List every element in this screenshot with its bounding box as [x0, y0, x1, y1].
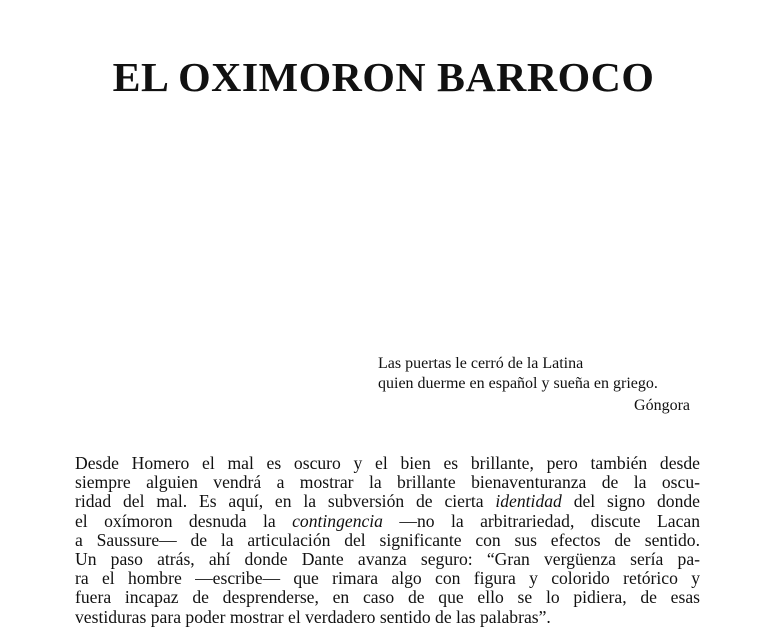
body-line: Un paso atrás, ahí donde Dante avanza seguro: “Gran vergüenza sería pa- — [75, 549, 700, 570]
epigraph — [378, 354, 718, 416]
body-paragraph — [75, 454, 700, 627]
body-text-segment: del signo donde — [561, 491, 700, 512]
body-text-segment: —no la arbitrariedad, discute Lacan — [382, 510, 700, 531]
body-line — [75, 512, 700, 531]
emphasis-contingencia: contingencia — [292, 510, 383, 531]
epigraph-line-2: quien duerme en español y sueña en griego. — [378, 375, 658, 392]
body-text-segment: el oxímoron desnuda la — [75, 510, 293, 531]
body-line: siempre alguien vendrá a mostrar la brillante bienaventuranza de la oscu- — [75, 472, 700, 493]
body-line: ra el hombre —escribe— que rimara algo con figura y colorido retórico y — [75, 568, 700, 589]
epigraph-author: Góngora — [634, 397, 690, 414]
page-title: EL OXIMORON BARROCO — [112, 54, 655, 100]
body-line: fuera incapaz de desprenderse, en caso de que ello se lo pidiera, de esas — [75, 587, 700, 608]
body-line: vestiduras para poder mostrar el verdadero sentido de las palabras”. — [75, 606, 551, 627]
body-line: Desde Homero el mal es oscuro y el bien es brillante, pero también desde — [75, 453, 700, 473]
emphasis-identidad: identidad — [495, 491, 562, 512]
body-text-segment: ridad del mal. Es aquí, en la subversión de cierta — [75, 491, 496, 512]
body-line: a Saussure— de la articulación del significante con sus efectos de sentido. — [75, 529, 700, 550]
epigraph-line-1: Las puertas le cerró de la Latina — [378, 355, 584, 372]
body-line — [75, 492, 700, 511]
